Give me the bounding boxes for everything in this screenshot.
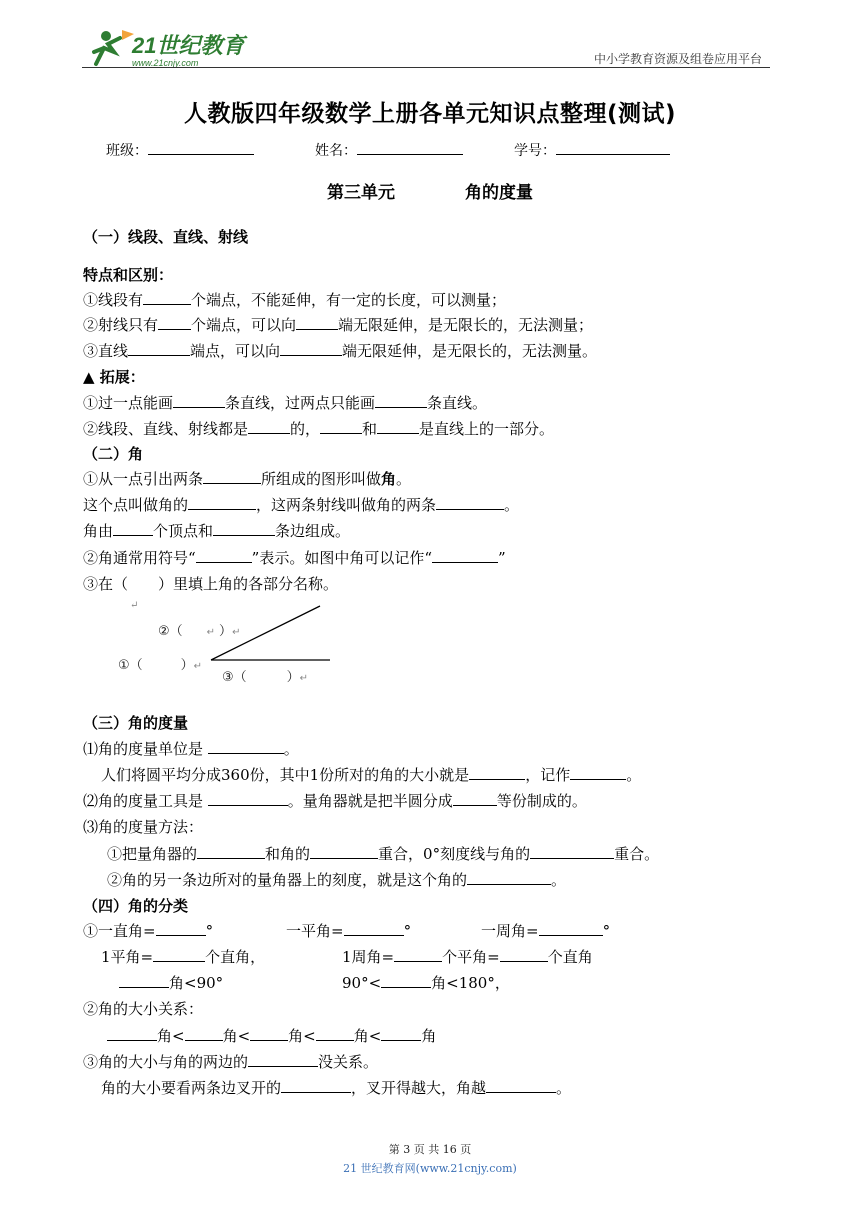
svg-text:www.21cnjy.com: www.21cnjy.com [132,58,199,68]
label-2: ②（ ↵ ）↵ [158,624,241,639]
page-title: 人教版四年级数学上册各单元知识点整理(测试) [183,101,677,127]
s4-line3a: 角<90° [119,972,223,993]
s4-line7: 角的大小要看两条边叉开的 ，叉开得越大，角越 。 [101,1079,572,1097]
name-field[interactable]: 姓名： [315,140,463,160]
section-2-heading: （二）角 [83,445,144,463]
s3-line4: ⑶角的度量方法： [83,818,204,836]
s4-line1b: 一平角= ° [286,922,412,940]
s4-line2b: 1周角= 个平角= 个直角 [342,948,593,966]
site-logo [88,26,258,70]
class-field[interactable]: 班级： [106,140,254,160]
s4-line6: ③角的大小与角的两边的 没关系。 [83,1053,379,1071]
s4-line5: 角< 角< 角< 角< 角 [107,1025,436,1046]
features-label: 特点和区别： [83,266,174,284]
footer-site-link[interactable]: 21 世纪教育网(www.21cnjy.com) [343,1162,517,1175]
s3-line3: ⑵角的度量工具是 。量角器就是把半圆分成 等份制成的。 [83,792,587,810]
section-1-heading: （一）线段、直线、射线 [83,228,249,246]
header-divider [82,67,770,68]
platform-name: 中小学教育资源及组卷应用平台 [593,52,762,66]
s1-line1: ①线段有 个端点，不能延伸，有一定的长度，可以测量； [83,291,507,309]
page-number: 第 3 页 共 16 页 [388,1143,472,1156]
unit-title: 第三单元 角的度量 [327,183,533,203]
s2-line4: ②角通常用符号“ ”表示。如图中角可以记作“ ” [83,549,506,567]
extension-label: ▲ 拓展： [83,368,145,386]
s4-line2a: 1平角= 个直角， [101,948,266,966]
section-3-heading: （三）角的度量 [83,714,189,732]
s1-line2: ②射线只有 个端点，可以向 端无限延伸，是无限长的，无法测量； [83,316,594,334]
section-4-heading: （四）角的分类 [83,897,189,915]
svg-text:21世纪教育: 21世纪教育 [132,33,245,58]
s1-ext1: ①过一点能画 条直线，过两点只能画 条直线。 [83,394,488,412]
s4-line1a: ①一直角= ° [83,922,214,940]
s3-line2: 人们将圆平均分成360份，其中1份所对的角的大小就是 ，记作 。 [101,766,642,784]
s2-line3: 角由 个顶点和 条边组成。 [83,522,351,540]
s3-line6: ②角的另一条边所对的量角器上的刻度，就是这个角的 。 [107,871,567,889]
student-id-field[interactable]: 学号： [514,140,670,160]
s4-line3b: 90°< 角<180°， [342,974,510,992]
s2-line5: ③在（ ）里填上角的各部分名称。 [83,575,339,593]
s3-line1: ⑴角的度量单位是 。 [83,740,299,758]
label-3: ③（ ）↵ [222,670,309,685]
s2-line2: 这个点叫做角的 ，这两条射线叫做角的两条 。 [83,496,520,514]
s1-ext2: ②线段、直线、射线都是 的， 和 是直线上的一部分。 [83,420,555,438]
label-1: ①（ ）↵ [118,658,203,673]
s4-line1c: 一周角= ° [481,922,611,940]
s2-line1: ①从一点引出两条 所组成的图形叫做角。 [83,470,412,488]
s3-line5: ①把量角器的 和角的 重合，0°刻度线与角的 重合。 [107,845,660,863]
runner-logo-icon [88,26,258,70]
s4-line4: ②角的大小关系： [83,1000,204,1018]
s1-line3: ③直线 端点，可以向 端无限延伸，是无限长的，无法测量。 [83,342,598,360]
angle-figure: ↵ ②（ ↵ ）↵ ①（ ）↵ ③（ ）↵ [110,598,350,693]
